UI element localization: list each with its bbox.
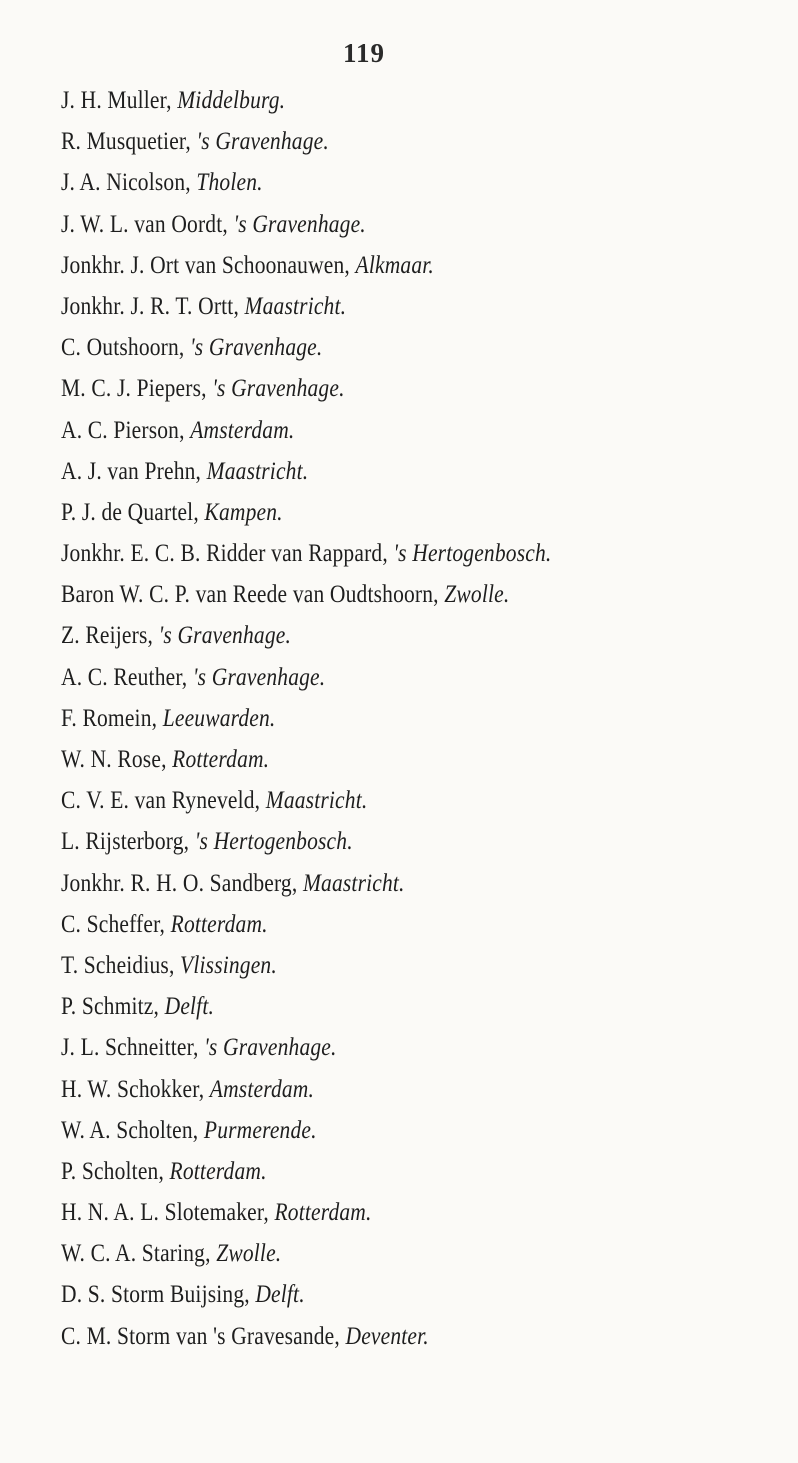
list-item <box>61 1316 663 1357</box>
member-name: Jonkhr. J. R. T. Ortt, <box>61 292 239 320</box>
list-item <box>61 368 663 409</box>
member-place: Maastricht. <box>265 787 368 815</box>
member-place: Rotterdam. <box>169 1157 267 1185</box>
list-item <box>61 492 663 533</box>
member-place: Purmerende. <box>203 1116 317 1144</box>
member-place: Maastricht. <box>302 869 405 897</box>
member-place: 's Gravenhage. <box>204 1034 337 1062</box>
member-name: J. H. Muller, <box>61 87 172 114</box>
member-name: M. C. J. Piepers, <box>61 375 207 403</box>
member-place: Alkmaar. <box>355 251 434 279</box>
member-name: A. C. Reuther, <box>61 663 188 691</box>
list-item <box>61 1274 663 1315</box>
member-name: C. M. Storm van 's Gravesande, <box>61 1322 340 1350</box>
member-place: Rotterdam. <box>274 1199 372 1227</box>
member-name: Jonkhr. J. Ort van Schoonauwen, <box>61 251 350 279</box>
member-place: Delft. <box>255 1281 305 1309</box>
member-name: W. C. A. Staring, <box>61 1240 211 1268</box>
list-item <box>61 286 663 327</box>
list-item <box>61 698 663 739</box>
list-item <box>61 1151 663 1192</box>
list-item <box>61 739 663 780</box>
member-place: Rotterdam. <box>170 910 268 938</box>
list-item <box>61 945 663 986</box>
member-name: A. J. van Prehn, <box>61 457 202 485</box>
list-item <box>61 204 663 245</box>
list-item <box>61 451 663 492</box>
member-list <box>61 80 761 1357</box>
member-place: 's Gravenhage. <box>212 375 345 403</box>
member-name: L. Rijsterborg, <box>61 828 190 856</box>
member-place: Rotterdam. <box>172 746 270 773</box>
member-name: W. A. Scholten, <box>61 1116 199 1144</box>
member-place: Vlissingen. <box>180 951 277 979</box>
list-item <box>61 80 663 121</box>
member-name: C. Outshoorn, <box>61 334 185 362</box>
member-name: C. V. E. van Ryneveld, <box>61 787 261 815</box>
member-place: Zwolle. <box>216 1240 282 1268</box>
list-item <box>61 574 663 615</box>
member-place: Zwolle. <box>444 581 510 609</box>
member-place: 's Gravenhage. <box>158 622 292 650</box>
member-name: H. N. A. L. Slotemaker, <box>61 1199 269 1227</box>
member-name: H. W. Schokker, <box>61 1075 205 1103</box>
member-place: 's Hertogenbosch. <box>393 540 552 568</box>
member-place: Maastricht. <box>206 457 309 485</box>
list-item <box>61 615 663 656</box>
list-item <box>61 863 663 904</box>
member-name: A. C. Pierson, <box>61 416 185 444</box>
member-place: Amsterdam. <box>209 1075 315 1103</box>
list-item <box>61 1069 663 1110</box>
member-place: Kampen. <box>204 498 283 526</box>
member-place: 's Gravenhage. <box>190 334 323 362</box>
member-place: 's Gravenhage. <box>192 663 326 691</box>
member-name: P. Scholten, <box>61 1157 165 1185</box>
list-item <box>61 1192 663 1233</box>
member-name: W. N. Rose, <box>61 746 167 773</box>
member-name: Z. Reijers, <box>61 622 154 650</box>
member-name: R. Musquetier, <box>61 128 191 156</box>
list-item <box>61 327 663 368</box>
member-name: T. Scheidius, <box>61 951 175 979</box>
member-place: Leeuwarden. <box>162 704 276 732</box>
member-name: C. Scheffer, <box>61 910 166 938</box>
list-item <box>61 410 663 451</box>
member-place: Middelburg. <box>177 87 286 114</box>
list-item <box>61 657 663 698</box>
member-place: Tholen. <box>196 169 263 197</box>
list-item <box>61 533 663 574</box>
member-name: Baron W. C. P. van Reede van Oudtshoorn, <box>61 581 439 609</box>
member-name: D. S. Storm Buijsing, <box>61 1281 250 1309</box>
member-place: 's Gravenhage. <box>196 128 329 156</box>
member-place: Amsterdam. <box>190 416 295 444</box>
list-item <box>61 1027 663 1068</box>
member-place: Maastricht. <box>244 292 347 320</box>
member-name: P. J. de Quartel, <box>61 498 199 526</box>
member-name: Jonkhr. R. H. O. Sandberg, <box>61 869 298 897</box>
member-name: J. L. Schneitter, <box>61 1034 199 1062</box>
list-item <box>61 780 663 821</box>
member-name: Jonkhr. E. C. B. Ridder van Rappard, <box>61 540 388 568</box>
member-place: 's Hertogenbosch. <box>194 828 353 856</box>
list-item <box>61 986 663 1027</box>
list-item <box>61 821 663 862</box>
member-name: F. Romein, <box>61 704 158 732</box>
member-name: J. A. Nicolson, <box>61 169 191 197</box>
list-item <box>61 1110 663 1151</box>
member-place: 's Gravenhage. <box>233 210 366 238</box>
list-item <box>61 121 663 162</box>
list-item <box>61 904 663 945</box>
member-place: Delft. <box>164 993 215 1021</box>
member-name: J. W. L. van Oordt, <box>61 210 228 238</box>
member-name: P. Schmitz, <box>61 993 160 1021</box>
list-item <box>61 245 663 286</box>
member-place: Deventer. <box>345 1322 429 1350</box>
list-item <box>61 162 663 203</box>
page-number: 119 <box>342 38 385 68</box>
list-item <box>61 1233 663 1274</box>
